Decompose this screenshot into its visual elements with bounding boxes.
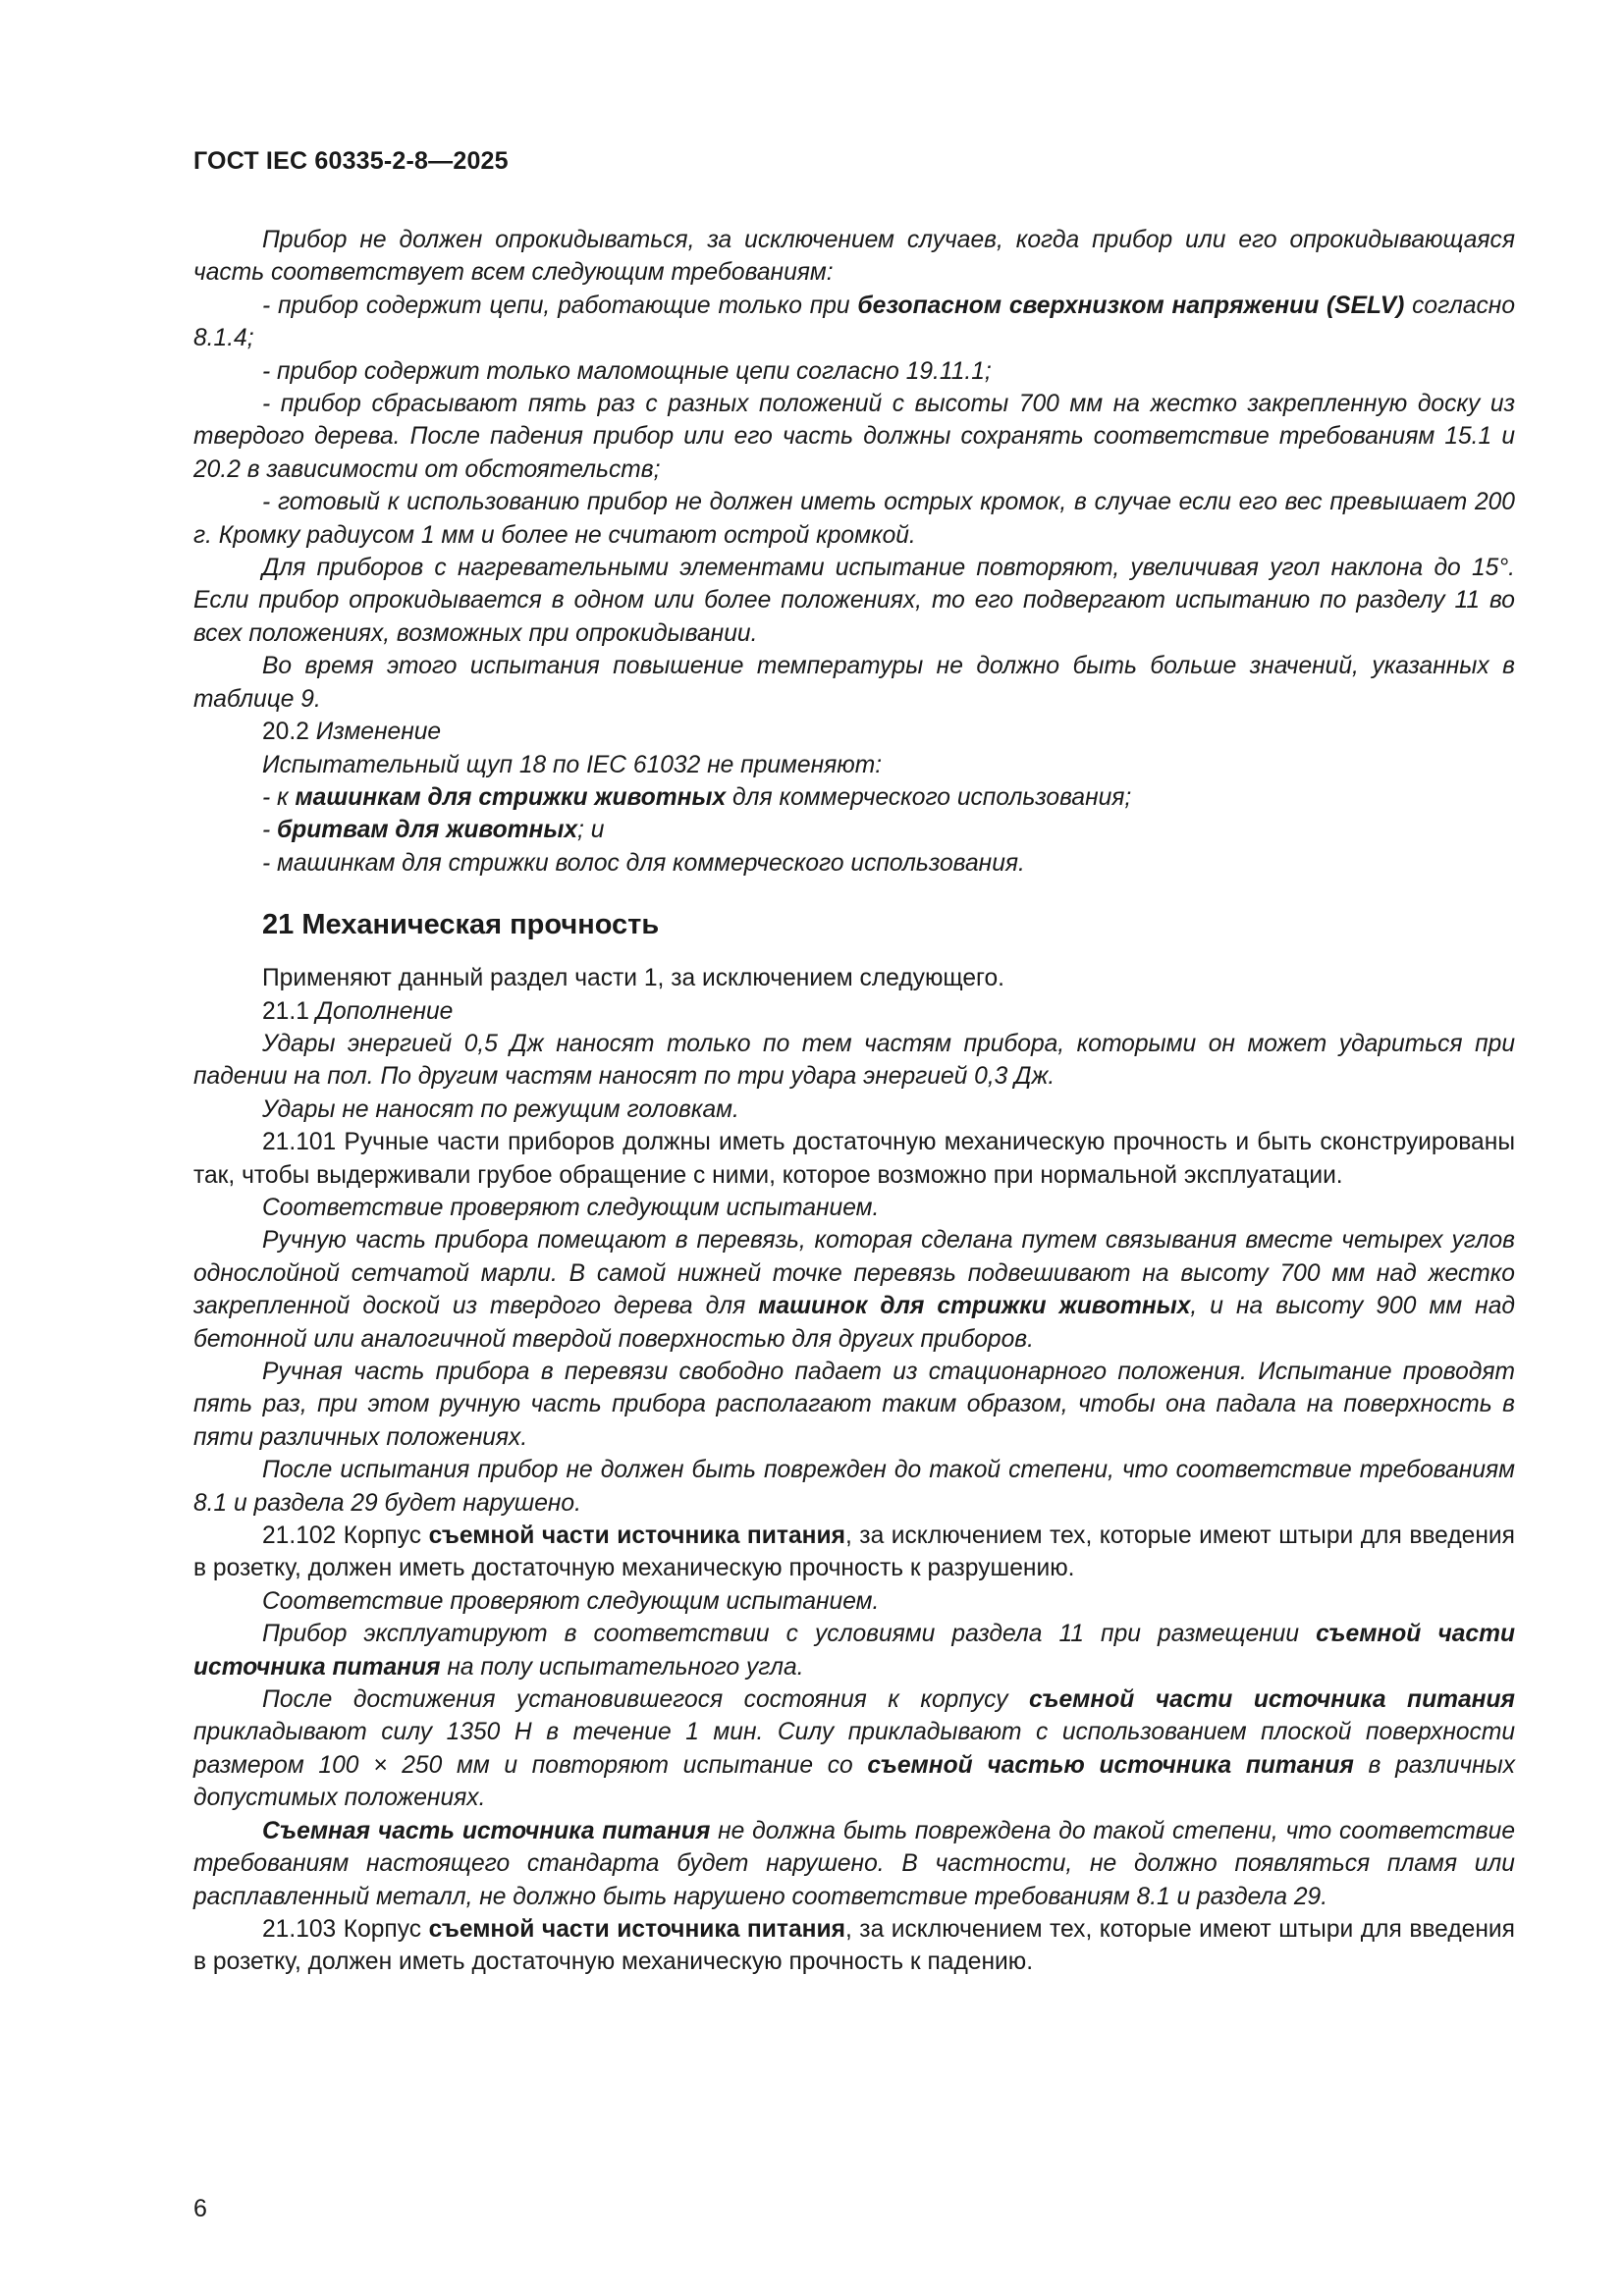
paragraph: Соответствие проверяют следующим испытанием.	[262, 1194, 880, 1221]
paragraph: 21.101 Ручные части приборов должны иметь достаточную механическую прочность и быть сконструированы так, чтобы выдерживали грубое обращение с ними, которое возможно при нормальной эксплуатации.	[193, 1129, 1515, 1189]
defined-term: съемной части источника питания	[428, 1915, 845, 1943]
paragraph: - прибор содержит только маломощные цепи согласно 19.11.1;	[262, 357, 992, 385]
paragraph: Применяют данный раздел части 1, за исключением следующего.	[262, 965, 1004, 992]
defined-term: Съемная часть источника питания	[262, 1817, 711, 1844]
paragraph: Для приборов с нагревательными элементами испытание повторяют, увеличивая угол наклона до 15°. Если прибор опрокидывается в одном или более положениях, то его подвергают испытанию по разделу 11 во всех положениях, возможных при опрокидывании.	[193, 555, 1515, 647]
defined-term: машинкам для стрижки животных	[295, 783, 727, 811]
document-header: ГОСТ IEC 60335-2-8—2025	[193, 147, 509, 175]
defined-term: бритвам для животных	[277, 817, 578, 844]
paragraph: Удары не наносят по режущим головкам.	[262, 1095, 739, 1123]
list-item: - машинкам для стрижки волос для коммерческого использования.	[262, 849, 1025, 877]
section-heading: 21 Механическая прочность	[262, 909, 660, 941]
paragraph: 21.103 Корпус съемной части источника питания, за исключением тех, которые имеют штыри для введения в розетку, должен иметь достаточную механическую прочность к падению.	[193, 1915, 1515, 1976]
paragraph: - прибор содержит цепи, работающие только при безопасном сверхнизком напряжении (SELV) согласно 8.1.4;	[193, 292, 1516, 352]
defined-term: съемной части источника питания	[428, 1522, 845, 1550]
defined-term: машинок для стрижки животных	[758, 1293, 1191, 1320]
paragraph: - готовый к использованию прибор не должен иметь острых кромок, в случае если его вес превышает 200 г. Кромку радиусом 1 мм и более не считают острой кромкой.	[193, 489, 1515, 549]
document-body	[193, 224, 1515, 1979]
paragraph: Прибор не должен опрокидываться, за исключением случаев, когда прибор или его опрокидывающаяся часть соответствует всем следующим требованиям:	[193, 227, 1515, 287]
paragraph: Испытательный щуп 18 по IEC 61032 не применяют:	[262, 751, 883, 778]
paragraph: Съемная часть источника питания не должна быть повреждена до такой степени, что соответствие требованиям настоящего стандарта будет нарушено. В частности, не должно появляться пламя или расплавленный металл, не должно быть нарушено соответствие требованиям 8.1 и раздела 29.	[193, 1817, 1515, 1910]
paragraph: После достижения установившегося состояния к корпусу съемной части источника питания прикладывают силу 1350 Н в течение 1 мин. Силу прикладывают с использованием плоской поверхности размером 100 × 250 мм и повторяют испытание со съемной частью источника питания в различных допустимых положениях.	[193, 1686, 1515, 1812]
paragraph: Ручная часть прибора в перевязи свободно падает из стационарного положения. Испытание проводят пять раз, при этом ручную часть прибора располагают таким образом, чтобы она падала на поверхность в пяти различных положениях.	[193, 1359, 1515, 1451]
paragraph: Ручную часть прибора помещают в перевязь, которая сделана путем связывания вместе четырех углов однослойной сетчатой марли. В самой нижней точке перевязь подвешивают на высоту 700 мм над жестко закрепленной доской из твердого дерева для машинок для стрижки животных, и на высоту 900 мм над бетонной или аналогичной твердой поверхностью для других приборов.	[193, 1227, 1515, 1353]
paragraph: 21.102 Корпус съемной части источника питания, за исключением тех, которые имеют штыри для введения в розетку, должен иметь достаточную механическую прочность к разрушению.	[193, 1522, 1515, 1582]
paragraph: - прибор сбрасывают пять раз с разных положений с высоты 700 мм на жестко закрепленную доску из твердого дерева. После падения прибор или его часть должны сохранять соответствие требованиям 15.1 и 20.2 в зависимости от обстоятельств;	[193, 391, 1515, 483]
paragraph: Соответствие проверяют следующим испытанием.	[262, 1587, 880, 1615]
paragraph: Прибор эксплуатируют в соответствии с условиями раздела 11 при размещении съемной части источника питания на полу испытательного угла.	[193, 1621, 1515, 1681]
page-number: 6	[193, 2195, 207, 2222]
defined-term: безопасном сверхнизком напряжении (SELV)	[857, 292, 1405, 319]
list-item: - к машинкам для стрижки животных для коммерческого использования;	[262, 783, 1132, 811]
defined-term: съемной части источника питания	[193, 1621, 1515, 1681]
clause-number: 20.2 Изменение	[262, 719, 442, 746]
list-item: - бритвам для животных; и	[262, 817, 605, 844]
defined-term: съемной частью источника питания	[867, 1751, 1354, 1779]
defined-term: съемной части источника питания	[1029, 1686, 1515, 1714]
paragraph: После испытания прибор не должен быть поврежден до такой степени, что соответствие требованиям 8.1 и раздела 29 будет нарушено.	[193, 1457, 1515, 1517]
paragraph: Во время этого испытания повышение температуры не должно быть больше значений, указанных в таблице 9.	[193, 653, 1515, 713]
clause-number: 21.1 Дополнение	[262, 997, 454, 1025]
paragraph: Удары энергией 0,5 Дж наносят только по тем частям прибора, которыми он может удариться при падении на пол. По другим частям наносят по три удара энергией 0,3 Дж.	[193, 1030, 1515, 1091]
